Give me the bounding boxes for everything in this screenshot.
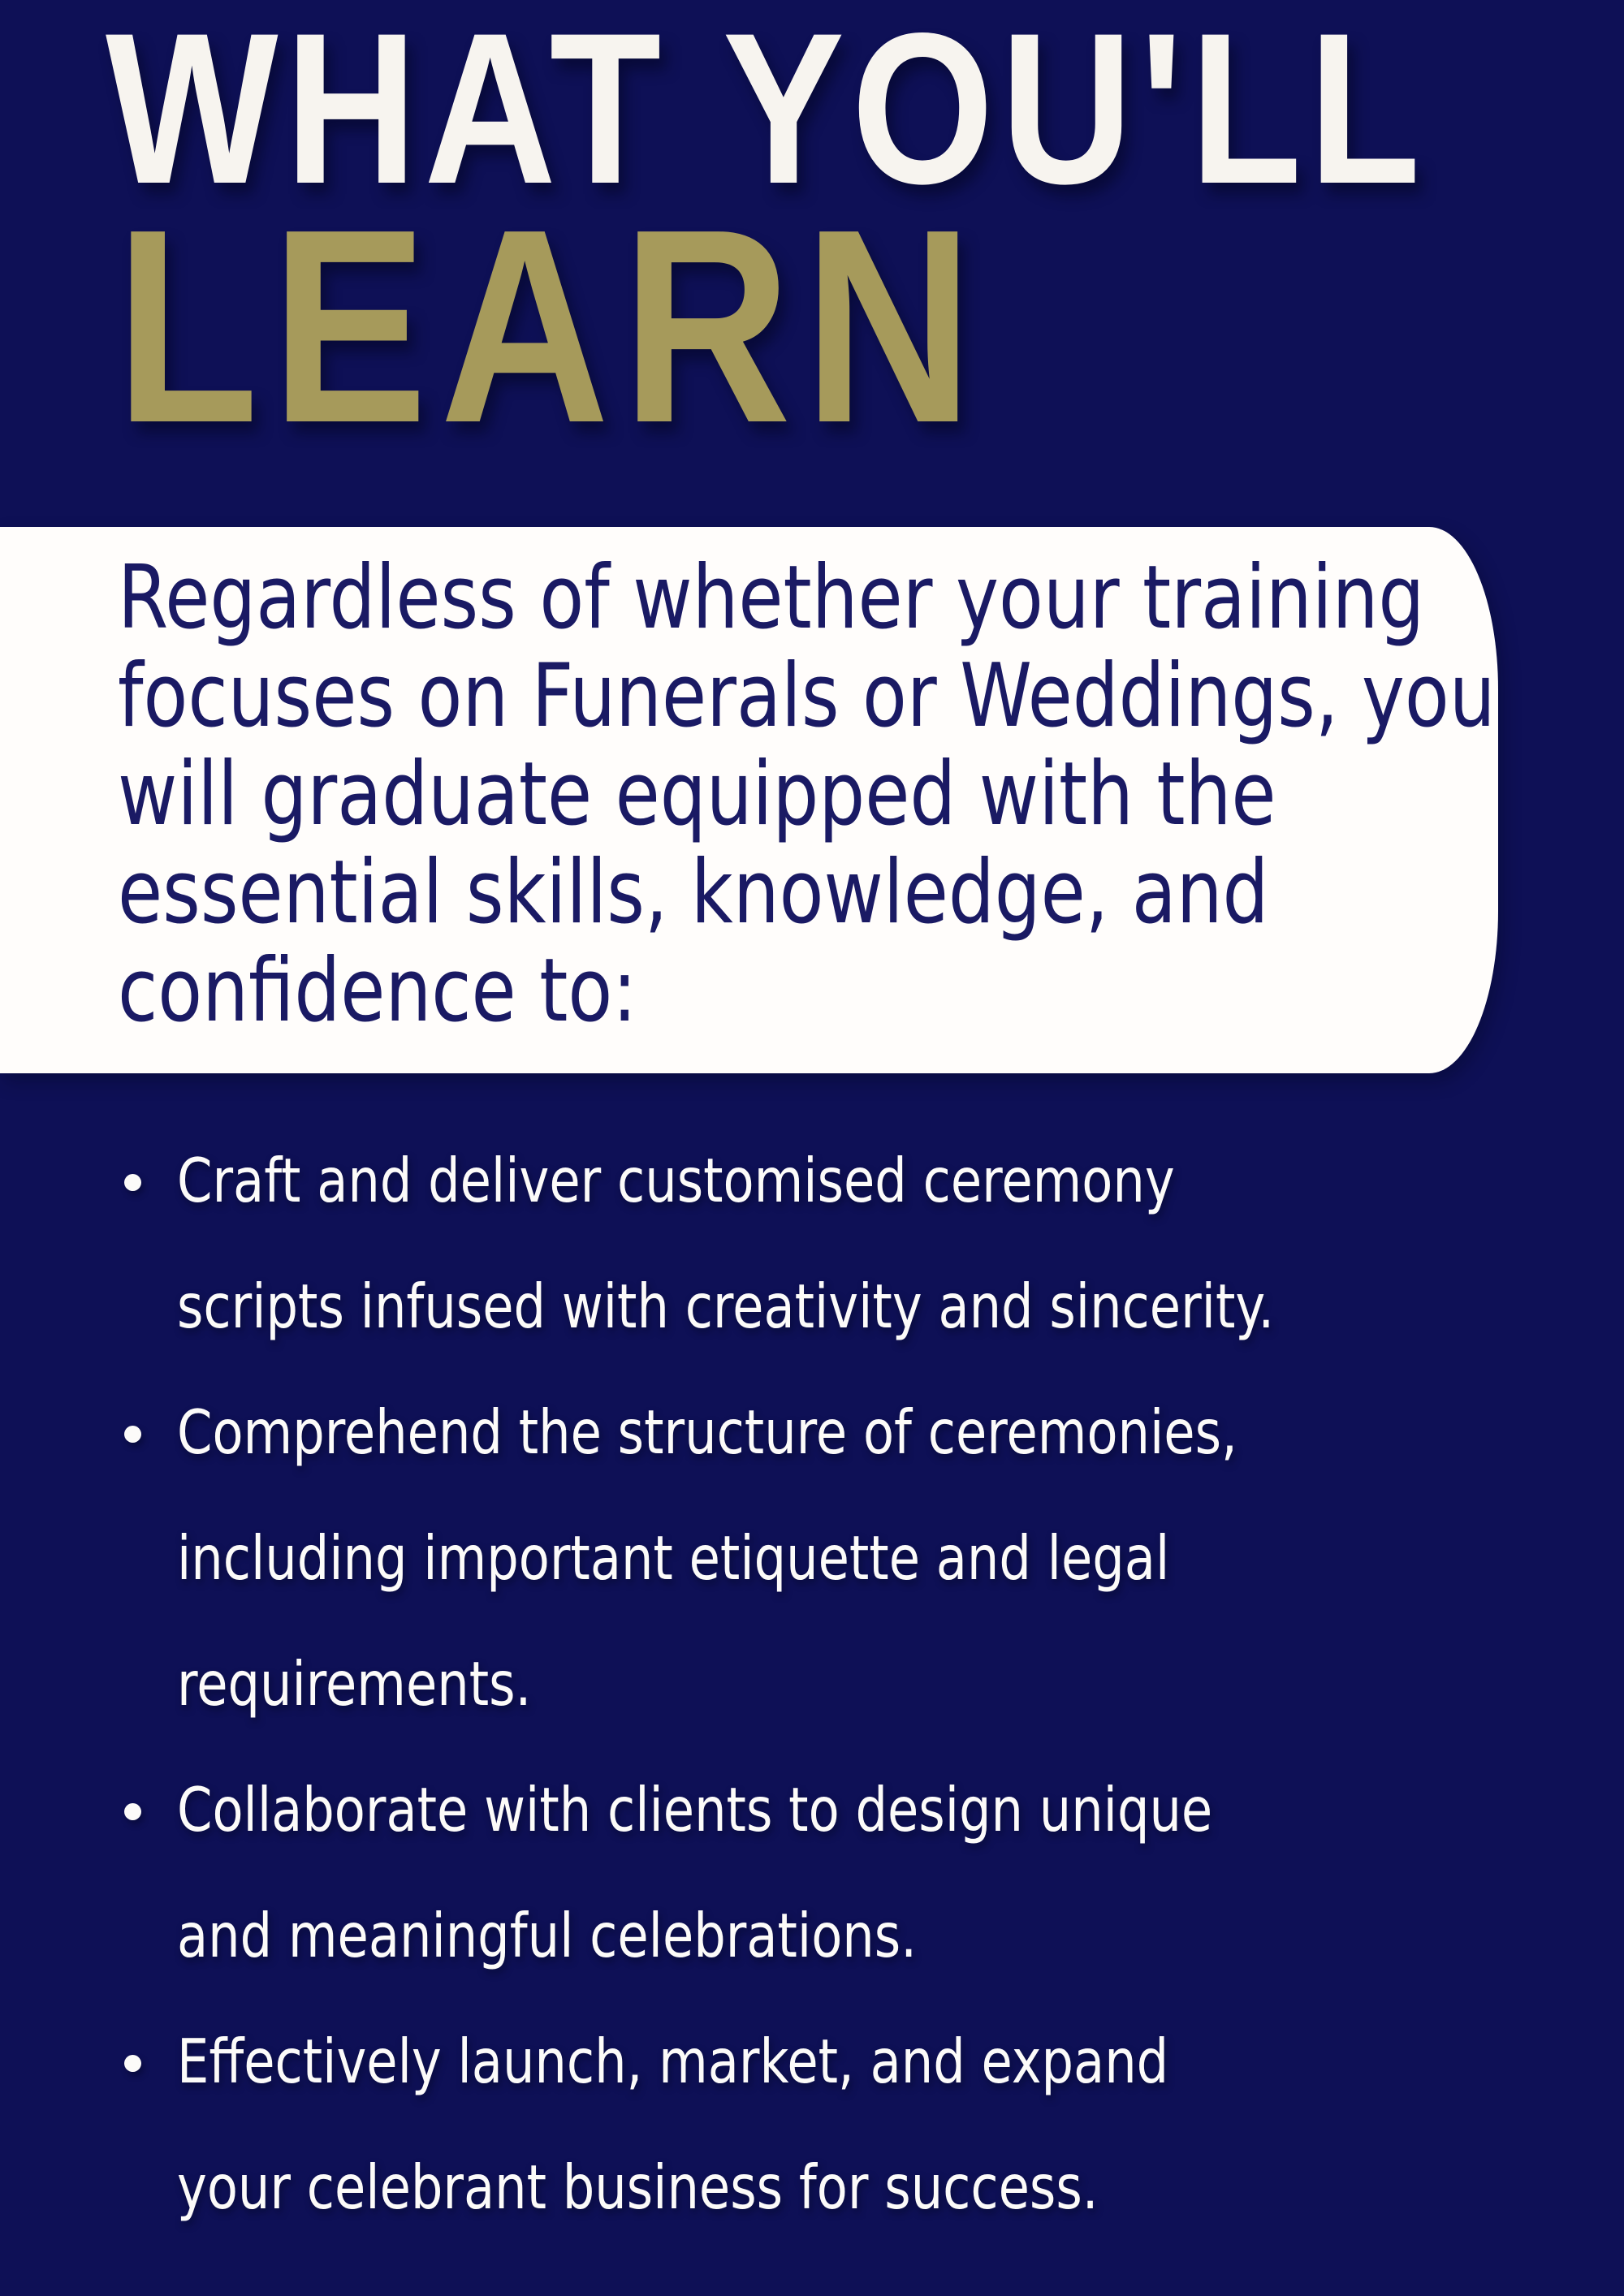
bullet-line: Craft and deliver customised ceremony xyxy=(177,1145,1175,1216)
intro-line: Regardless of whether your training xyxy=(118,547,1425,649)
bullet-item xyxy=(122,1999,1543,2251)
intro-panel xyxy=(0,527,1498,1073)
bullet-item xyxy=(122,1747,1543,1999)
intro-line: focuses on Funerals or Weddings, you xyxy=(118,645,1496,747)
intro-line: will graduate equipped with the xyxy=(118,744,1276,845)
bullet-list xyxy=(122,1118,1543,2251)
intro-line: essential skills, knowledge, and xyxy=(118,842,1269,943)
bullet-item xyxy=(122,1370,1543,1747)
intro-line: confidence to: xyxy=(118,940,637,1042)
bullet-line: your celebrant business for success. xyxy=(177,2151,1099,2223)
bullet-line: Effectively launch, market, and expand xyxy=(177,2026,1169,2097)
bullet-line: Collaborate with clients to design unique xyxy=(177,1774,1213,1845)
bullet-item xyxy=(122,1118,1543,1370)
bullet-line: requirements. xyxy=(177,1648,532,1720)
intro-text xyxy=(118,549,1624,1040)
bullet-line: including important etiquette and legal xyxy=(177,1522,1170,1594)
bullet-dot-icon xyxy=(124,1174,141,1191)
bullet-dot-icon xyxy=(124,1426,141,1443)
bullet-line: and meaningful celebrations. xyxy=(177,1900,917,1971)
bullet-line: Comprehend the structure of ceremonies, xyxy=(177,1396,1237,1468)
bullet-dot-icon xyxy=(124,1803,141,1820)
page-title-line-1: WHAT YOU'LL xyxy=(106,0,1427,229)
page-title-line-2: LEARN xyxy=(115,172,986,481)
bullet-line: scripts infused with creativity and sincerity. xyxy=(177,1271,1275,1342)
bullet-dot-icon xyxy=(124,2055,141,2072)
